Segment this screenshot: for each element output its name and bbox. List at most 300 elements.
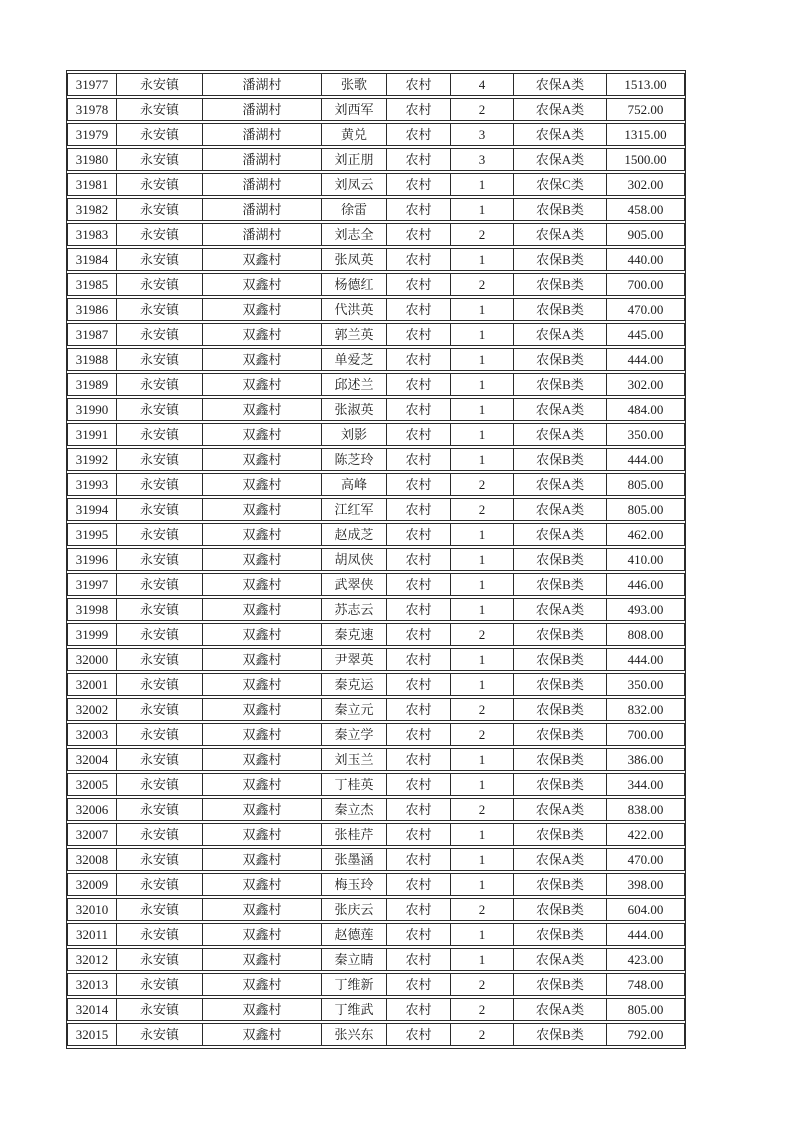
cell-count: 2 bbox=[450, 273, 513, 296]
cell-town: 永安镇 bbox=[116, 598, 202, 621]
cell-village: 双鑫村 bbox=[202, 523, 321, 546]
cell-category: 农保B类 bbox=[513, 348, 606, 371]
table-row bbox=[67, 698, 685, 721]
cell-town: 永安镇 bbox=[116, 748, 202, 771]
cell-category: 农保B类 bbox=[513, 898, 606, 921]
table-row bbox=[67, 623, 685, 646]
cell-residence: 农村 bbox=[386, 973, 450, 996]
table-row bbox=[67, 198, 685, 221]
cell-amount: 805.00 bbox=[606, 473, 685, 496]
cell-village: 潘湖村 bbox=[202, 173, 321, 196]
cell-name: 杨德红 bbox=[321, 273, 386, 296]
cell-name: 秦克速 bbox=[321, 623, 386, 646]
cell-town: 永安镇 bbox=[116, 648, 202, 671]
cell-name: 黄兑 bbox=[321, 123, 386, 146]
cell-category: 农保A类 bbox=[513, 98, 606, 121]
cell-id: 31991 bbox=[67, 423, 116, 446]
cell-count: 3 bbox=[450, 123, 513, 146]
cell-count: 4 bbox=[450, 73, 513, 96]
cell-category: 农保A类 bbox=[513, 473, 606, 496]
cell-amount: 445.00 bbox=[606, 323, 685, 346]
cell-residence: 农村 bbox=[386, 698, 450, 721]
cell-residence: 农村 bbox=[386, 673, 450, 696]
cell-amount: 700.00 bbox=[606, 273, 685, 296]
cell-category: 农保A类 bbox=[513, 323, 606, 346]
cell-village: 双鑫村 bbox=[202, 473, 321, 496]
table-row bbox=[67, 748, 685, 771]
cell-amount: 792.00 bbox=[606, 1023, 685, 1046]
table-row bbox=[67, 423, 685, 446]
cell-residence: 农村 bbox=[386, 248, 450, 271]
cell-amount: 832.00 bbox=[606, 698, 685, 721]
table-row bbox=[67, 723, 685, 746]
cell-town: 永安镇 bbox=[116, 623, 202, 646]
table-row bbox=[67, 123, 685, 146]
cell-count: 1 bbox=[450, 198, 513, 221]
cell-name: 赵德莲 bbox=[321, 923, 386, 946]
cell-count: 2 bbox=[450, 1023, 513, 1046]
cell-town: 永安镇 bbox=[116, 923, 202, 946]
table-row bbox=[67, 873, 685, 896]
cell-id: 31998 bbox=[67, 598, 116, 621]
cell-category: 农保B类 bbox=[513, 823, 606, 846]
table-row bbox=[67, 973, 685, 996]
cell-village: 双鑫村 bbox=[202, 998, 321, 1021]
cell-id: 32003 bbox=[67, 723, 116, 746]
table-row bbox=[67, 448, 685, 471]
cell-category: 农保B类 bbox=[513, 648, 606, 671]
cell-residence: 农村 bbox=[386, 898, 450, 921]
cell-category: 农保A类 bbox=[513, 498, 606, 521]
cell-category: 农保B类 bbox=[513, 773, 606, 796]
cell-id: 32015 bbox=[67, 1023, 116, 1046]
cell-name: 丁维新 bbox=[321, 973, 386, 996]
cell-id: 32004 bbox=[67, 748, 116, 771]
cell-category: 农保B类 bbox=[513, 573, 606, 596]
cell-name: 刘影 bbox=[321, 423, 386, 446]
cell-name: 刘西军 bbox=[321, 98, 386, 121]
cell-residence: 农村 bbox=[386, 823, 450, 846]
cell-amount: 470.00 bbox=[606, 848, 685, 871]
cell-village: 双鑫村 bbox=[202, 673, 321, 696]
cell-town: 永安镇 bbox=[116, 373, 202, 396]
table-row bbox=[67, 648, 685, 671]
cell-village: 双鑫村 bbox=[202, 373, 321, 396]
cell-town: 永安镇 bbox=[116, 273, 202, 296]
cell-amount: 302.00 bbox=[606, 173, 685, 196]
roster-table-body bbox=[67, 73, 685, 1046]
cell-count: 2 bbox=[450, 898, 513, 921]
cell-category: 农保C类 bbox=[513, 173, 606, 196]
cell-residence: 农村 bbox=[386, 123, 450, 146]
cell-id: 31977 bbox=[67, 73, 116, 96]
cell-amount: 748.00 bbox=[606, 973, 685, 996]
cell-category: 农保A类 bbox=[513, 73, 606, 96]
cell-count: 1 bbox=[450, 823, 513, 846]
cell-id: 31987 bbox=[67, 323, 116, 346]
cell-id: 31983 bbox=[67, 223, 116, 246]
cell-category: 农保A类 bbox=[513, 598, 606, 621]
cell-village: 双鑫村 bbox=[202, 298, 321, 321]
cell-amount: 350.00 bbox=[606, 423, 685, 446]
cell-id: 31988 bbox=[67, 348, 116, 371]
cell-village: 双鑫村 bbox=[202, 648, 321, 671]
table-row bbox=[67, 323, 685, 346]
cell-count: 1 bbox=[450, 398, 513, 421]
cell-town: 永安镇 bbox=[116, 798, 202, 821]
cell-residence: 农村 bbox=[386, 498, 450, 521]
table-row bbox=[67, 373, 685, 396]
cell-category: 农保B类 bbox=[513, 248, 606, 271]
cell-id: 32011 bbox=[67, 923, 116, 946]
cell-amount: 422.00 bbox=[606, 823, 685, 846]
cell-town: 永安镇 bbox=[116, 348, 202, 371]
cell-residence: 农村 bbox=[386, 798, 450, 821]
cell-town: 永安镇 bbox=[116, 898, 202, 921]
cell-id: 31980 bbox=[67, 148, 116, 171]
table-row bbox=[67, 823, 685, 846]
cell-town: 永安镇 bbox=[116, 198, 202, 221]
cell-name: 丁桂英 bbox=[321, 773, 386, 796]
roster-table bbox=[66, 70, 686, 1049]
cell-name: 徐雷 bbox=[321, 198, 386, 221]
cell-id: 31979 bbox=[67, 123, 116, 146]
cell-name: 赵成芝 bbox=[321, 523, 386, 546]
table-row bbox=[67, 848, 685, 871]
cell-residence: 农村 bbox=[386, 523, 450, 546]
table-row bbox=[67, 473, 685, 496]
cell-village: 双鑫村 bbox=[202, 748, 321, 771]
cell-count: 1 bbox=[450, 248, 513, 271]
cell-id: 31981 bbox=[67, 173, 116, 196]
cell-id: 32005 bbox=[67, 773, 116, 796]
cell-name: 代洪英 bbox=[321, 298, 386, 321]
table-row bbox=[67, 173, 685, 196]
cell-name: 丁维武 bbox=[321, 998, 386, 1021]
cell-count: 2 bbox=[450, 723, 513, 746]
cell-name: 张墨涵 bbox=[321, 848, 386, 871]
cell-town: 永安镇 bbox=[116, 148, 202, 171]
cell-village: 双鑫村 bbox=[202, 698, 321, 721]
cell-amount: 344.00 bbox=[606, 773, 685, 796]
cell-village: 双鑫村 bbox=[202, 973, 321, 996]
cell-residence: 农村 bbox=[386, 598, 450, 621]
cell-village: 潘湖村 bbox=[202, 223, 321, 246]
cell-name: 胡凤侠 bbox=[321, 548, 386, 571]
cell-residence: 农村 bbox=[386, 723, 450, 746]
cell-count: 2 bbox=[450, 623, 513, 646]
cell-amount: 302.00 bbox=[606, 373, 685, 396]
cell-category: 农保A类 bbox=[513, 398, 606, 421]
cell-residence: 农村 bbox=[386, 73, 450, 96]
cell-residence: 农村 bbox=[386, 398, 450, 421]
cell-residence: 农村 bbox=[386, 848, 450, 871]
table-row bbox=[67, 898, 685, 921]
cell-town: 永安镇 bbox=[116, 698, 202, 721]
cell-count: 1 bbox=[450, 873, 513, 896]
cell-name: 张兴东 bbox=[321, 1023, 386, 1046]
cell-count: 2 bbox=[450, 98, 513, 121]
table-row bbox=[67, 98, 685, 121]
table-row bbox=[67, 523, 685, 546]
cell-village: 双鑫村 bbox=[202, 623, 321, 646]
cell-town: 永安镇 bbox=[116, 873, 202, 896]
cell-count: 1 bbox=[450, 173, 513, 196]
cell-id: 32001 bbox=[67, 673, 116, 696]
cell-amount: 752.00 bbox=[606, 98, 685, 121]
cell-category: 农保B类 bbox=[513, 273, 606, 296]
cell-residence: 农村 bbox=[386, 473, 450, 496]
cell-name: 刘凤云 bbox=[321, 173, 386, 196]
cell-id: 32013 bbox=[67, 973, 116, 996]
cell-category: 农保B类 bbox=[513, 448, 606, 471]
cell-village: 双鑫村 bbox=[202, 273, 321, 296]
cell-village: 双鑫村 bbox=[202, 823, 321, 846]
table-row bbox=[67, 398, 685, 421]
cell-name: 高峰 bbox=[321, 473, 386, 496]
cell-count: 1 bbox=[450, 523, 513, 546]
cell-town: 永安镇 bbox=[116, 848, 202, 871]
cell-town: 永安镇 bbox=[116, 98, 202, 121]
cell-residence: 农村 bbox=[386, 773, 450, 796]
cell-town: 永安镇 bbox=[116, 723, 202, 746]
cell-residence: 农村 bbox=[386, 323, 450, 346]
cell-town: 永安镇 bbox=[116, 423, 202, 446]
cell-amount: 440.00 bbox=[606, 248, 685, 271]
cell-category: 农保A类 bbox=[513, 148, 606, 171]
cell-amount: 444.00 bbox=[606, 348, 685, 371]
cell-id: 32012 bbox=[67, 948, 116, 971]
cell-count: 2 bbox=[450, 498, 513, 521]
cell-residence: 农村 bbox=[386, 98, 450, 121]
cell-amount: 905.00 bbox=[606, 223, 685, 246]
cell-town: 永安镇 bbox=[116, 973, 202, 996]
cell-amount: 444.00 bbox=[606, 648, 685, 671]
cell-id: 31978 bbox=[67, 98, 116, 121]
cell-amount: 805.00 bbox=[606, 998, 685, 1021]
cell-village: 双鑫村 bbox=[202, 248, 321, 271]
cell-residence: 农村 bbox=[386, 423, 450, 446]
cell-count: 1 bbox=[450, 423, 513, 446]
cell-residence: 农村 bbox=[386, 948, 450, 971]
cell-name: 尹翠英 bbox=[321, 648, 386, 671]
cell-id: 32007 bbox=[67, 823, 116, 846]
cell-name: 秦立杰 bbox=[321, 798, 386, 821]
cell-village: 双鑫村 bbox=[202, 848, 321, 871]
cell-category: 农保A类 bbox=[513, 798, 606, 821]
cell-category: 农保B类 bbox=[513, 373, 606, 396]
cell-residence: 农村 bbox=[386, 373, 450, 396]
cell-category: 农保A类 bbox=[513, 948, 606, 971]
cell-residence: 农村 bbox=[386, 873, 450, 896]
cell-amount: 808.00 bbox=[606, 623, 685, 646]
cell-residence: 农村 bbox=[386, 448, 450, 471]
cell-count: 1 bbox=[450, 448, 513, 471]
cell-id: 32006 bbox=[67, 798, 116, 821]
cell-id: 32008 bbox=[67, 848, 116, 871]
cell-count: 1 bbox=[450, 323, 513, 346]
cell-amount: 458.00 bbox=[606, 198, 685, 221]
cell-town: 永安镇 bbox=[116, 473, 202, 496]
cell-id: 32002 bbox=[67, 698, 116, 721]
cell-category: 农保A类 bbox=[513, 423, 606, 446]
cell-category: 农保A类 bbox=[513, 998, 606, 1021]
cell-name: 刘志全 bbox=[321, 223, 386, 246]
cell-name: 张淑英 bbox=[321, 398, 386, 421]
cell-amount: 700.00 bbox=[606, 723, 685, 746]
table-row bbox=[67, 248, 685, 271]
cell-amount: 838.00 bbox=[606, 798, 685, 821]
cell-id: 32010 bbox=[67, 898, 116, 921]
cell-id: 32009 bbox=[67, 873, 116, 896]
table-row bbox=[67, 773, 685, 796]
cell-count: 1 bbox=[450, 373, 513, 396]
cell-town: 永安镇 bbox=[116, 823, 202, 846]
cell-village: 双鑫村 bbox=[202, 323, 321, 346]
cell-category: 农保B类 bbox=[513, 1023, 606, 1046]
cell-count: 1 bbox=[450, 548, 513, 571]
cell-amount: 1513.00 bbox=[606, 73, 685, 96]
cell-amount: 444.00 bbox=[606, 448, 685, 471]
cell-town: 永安镇 bbox=[116, 173, 202, 196]
cell-id: 31996 bbox=[67, 548, 116, 571]
cell-category: 农保B类 bbox=[513, 873, 606, 896]
table-row bbox=[67, 73, 685, 96]
table-row bbox=[67, 673, 685, 696]
cell-count: 1 bbox=[450, 773, 513, 796]
cell-category: 农保B类 bbox=[513, 198, 606, 221]
cell-count: 1 bbox=[450, 348, 513, 371]
cell-id: 31986 bbox=[67, 298, 116, 321]
cell-amount: 805.00 bbox=[606, 498, 685, 521]
cell-category: 农保B类 bbox=[513, 973, 606, 996]
table-row bbox=[67, 223, 685, 246]
cell-name: 张歌 bbox=[321, 73, 386, 96]
cell-amount: 484.00 bbox=[606, 398, 685, 421]
cell-residence: 农村 bbox=[386, 748, 450, 771]
cell-category: 农保A类 bbox=[513, 223, 606, 246]
cell-name: 刘玉兰 bbox=[321, 748, 386, 771]
cell-village: 潘湖村 bbox=[202, 198, 321, 221]
cell-residence: 农村 bbox=[386, 273, 450, 296]
table-row bbox=[67, 998, 685, 1021]
cell-residence: 农村 bbox=[386, 298, 450, 321]
cell-amount: 350.00 bbox=[606, 673, 685, 696]
cell-residence: 农村 bbox=[386, 623, 450, 646]
cell-residence: 农村 bbox=[386, 348, 450, 371]
cell-amount: 386.00 bbox=[606, 748, 685, 771]
cell-category: 农保B类 bbox=[513, 748, 606, 771]
cell-name: 张桂芹 bbox=[321, 823, 386, 846]
cell-count: 2 bbox=[450, 998, 513, 1021]
cell-category: 农保A类 bbox=[513, 523, 606, 546]
cell-name: 刘正朋 bbox=[321, 148, 386, 171]
table-row bbox=[67, 598, 685, 621]
cell-name: 秦立学 bbox=[321, 723, 386, 746]
cell-residence: 农村 bbox=[386, 923, 450, 946]
cell-town: 永安镇 bbox=[116, 998, 202, 1021]
cell-name: 张凤英 bbox=[321, 248, 386, 271]
cell-residence: 农村 bbox=[386, 548, 450, 571]
cell-town: 永安镇 bbox=[116, 773, 202, 796]
cell-village: 双鑫村 bbox=[202, 398, 321, 421]
cell-village: 双鑫村 bbox=[202, 773, 321, 796]
cell-count: 1 bbox=[450, 648, 513, 671]
cell-id: 31999 bbox=[67, 623, 116, 646]
cell-residence: 农村 bbox=[386, 198, 450, 221]
cell-village: 双鑫村 bbox=[202, 723, 321, 746]
cell-town: 永安镇 bbox=[116, 248, 202, 271]
cell-id: 31984 bbox=[67, 248, 116, 271]
cell-village: 潘湖村 bbox=[202, 73, 321, 96]
cell-village: 双鑫村 bbox=[202, 573, 321, 596]
cell-village: 双鑫村 bbox=[202, 498, 321, 521]
cell-name: 梅玉玲 bbox=[321, 873, 386, 896]
cell-town: 永安镇 bbox=[116, 223, 202, 246]
cell-category: 农保B类 bbox=[513, 548, 606, 571]
cell-name: 武翠侠 bbox=[321, 573, 386, 596]
cell-town: 永安镇 bbox=[116, 1023, 202, 1046]
cell-amount: 1500.00 bbox=[606, 148, 685, 171]
cell-category: 农保B类 bbox=[513, 673, 606, 696]
cell-town: 永安镇 bbox=[116, 73, 202, 96]
table-row bbox=[67, 273, 685, 296]
cell-category: 农保A类 bbox=[513, 123, 606, 146]
cell-name: 单爱芝 bbox=[321, 348, 386, 371]
cell-town: 永安镇 bbox=[116, 948, 202, 971]
cell-town: 永安镇 bbox=[116, 448, 202, 471]
cell-residence: 农村 bbox=[386, 648, 450, 671]
cell-amount: 604.00 bbox=[606, 898, 685, 921]
cell-village: 双鑫村 bbox=[202, 548, 321, 571]
cell-count: 1 bbox=[450, 948, 513, 971]
cell-count: 1 bbox=[450, 848, 513, 871]
cell-name: 邱述兰 bbox=[321, 373, 386, 396]
table-row bbox=[67, 548, 685, 571]
cell-village: 双鑫村 bbox=[202, 598, 321, 621]
table-row bbox=[67, 923, 685, 946]
cell-category: 农保A类 bbox=[513, 848, 606, 871]
cell-village: 双鑫村 bbox=[202, 448, 321, 471]
cell-village: 双鑫村 bbox=[202, 898, 321, 921]
cell-category: 农保B类 bbox=[513, 623, 606, 646]
cell-name: 郭兰英 bbox=[321, 323, 386, 346]
cell-town: 永安镇 bbox=[116, 523, 202, 546]
cell-amount: 398.00 bbox=[606, 873, 685, 896]
cell-count: 1 bbox=[450, 598, 513, 621]
cell-id: 31982 bbox=[67, 198, 116, 221]
table-row bbox=[67, 948, 685, 971]
table-row bbox=[67, 148, 685, 171]
cell-village: 双鑫村 bbox=[202, 348, 321, 371]
table-row bbox=[67, 498, 685, 521]
cell-amount: 493.00 bbox=[606, 598, 685, 621]
cell-count: 1 bbox=[450, 673, 513, 696]
cell-town: 永安镇 bbox=[116, 123, 202, 146]
cell-name: 陈芝玲 bbox=[321, 448, 386, 471]
cell-residence: 农村 bbox=[386, 223, 450, 246]
table-row bbox=[67, 298, 685, 321]
table-row bbox=[67, 798, 685, 821]
cell-id: 31990 bbox=[67, 398, 116, 421]
cell-town: 永安镇 bbox=[116, 398, 202, 421]
cell-amount: 444.00 bbox=[606, 923, 685, 946]
cell-name: 张庆云 bbox=[321, 898, 386, 921]
cell-count: 2 bbox=[450, 473, 513, 496]
cell-town: 永安镇 bbox=[116, 323, 202, 346]
cell-category: 农保B类 bbox=[513, 723, 606, 746]
cell-count: 1 bbox=[450, 298, 513, 321]
